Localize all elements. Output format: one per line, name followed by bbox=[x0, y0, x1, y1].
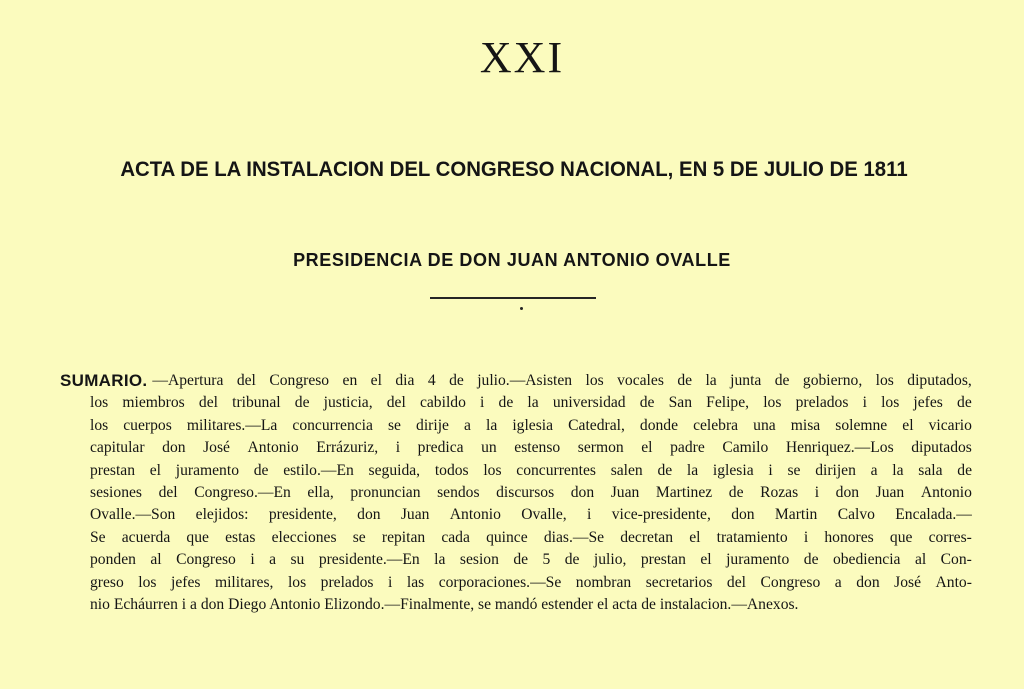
summary-word: del bbox=[158, 484, 178, 502]
summary-word: Juan bbox=[400, 506, 430, 524]
summary-word: Henriquez.—Los bbox=[785, 439, 894, 457]
summary-word: los bbox=[483, 461, 502, 479]
summary-word: José bbox=[894, 573, 921, 591]
summary-word: Ovalle.—Son bbox=[90, 506, 176, 524]
divider-dot bbox=[520, 307, 523, 310]
summary-word: las bbox=[406, 573, 425, 591]
summary-word: los bbox=[287, 573, 307, 591]
summary-word: —Apertura bbox=[152, 372, 224, 389]
summary-word: cuerpos bbox=[123, 416, 172, 434]
summary-word: padre bbox=[670, 439, 705, 457]
summary-word: la bbox=[892, 461, 904, 479]
summary-word: de bbox=[728, 484, 744, 502]
summary-word: dias.—Se bbox=[543, 528, 605, 546]
summary-word: los bbox=[585, 372, 604, 389]
summary-word: universidad bbox=[552, 394, 626, 412]
summary-word: militares.—La bbox=[186, 416, 278, 434]
summary-line bbox=[60, 482, 972, 504]
summary-line bbox=[60, 527, 972, 549]
summary-word: i bbox=[814, 484, 820, 502]
summary-word: la bbox=[686, 461, 699, 479]
summary-word: don bbox=[162, 439, 186, 457]
summary-word: se bbox=[387, 416, 401, 434]
summary-word: secretarios bbox=[645, 573, 713, 591]
summary-word: de bbox=[657, 461, 673, 479]
summary-word: quince bbox=[486, 528, 528, 546]
summary-word: estilo.—En bbox=[283, 461, 354, 479]
summary-word: i bbox=[768, 461, 773, 479]
summary-word: Camilo bbox=[722, 439, 769, 457]
summary-word: Errázuriz, bbox=[316, 439, 379, 457]
summary-word: prestan bbox=[640, 551, 686, 569]
summary-word: su bbox=[290, 551, 305, 569]
summary-word: se bbox=[787, 461, 801, 479]
summary-word: a bbox=[834, 573, 842, 591]
summary-word: de bbox=[253, 461, 269, 479]
summary-line bbox=[60, 392, 972, 414]
summary-line bbox=[60, 460, 972, 482]
summary-word: a bbox=[464, 416, 471, 434]
summary-word: vicario bbox=[928, 416, 972, 434]
summary-word: a bbox=[870, 461, 878, 479]
summary-word: al bbox=[150, 551, 162, 569]
summary-line bbox=[60, 504, 972, 526]
summary-word: justicia, bbox=[323, 394, 373, 412]
summary-word: presidente, bbox=[268, 506, 337, 524]
summary-word: iglesia bbox=[712, 461, 754, 479]
summary-word: dirije bbox=[416, 416, 449, 434]
summary-word: predica bbox=[417, 439, 464, 457]
summary-word: Congreso.—En bbox=[194, 484, 291, 502]
document-title: ACTA DE LA INSTALACION DEL CONGRESO NACIONAL, EN 5 DE JULIO DE 1811 bbox=[120, 158, 908, 181]
summary-word: José bbox=[203, 439, 230, 457]
summary-word: en bbox=[342, 372, 358, 389]
summary-word: de bbox=[294, 394, 310, 412]
summary-word: Juan bbox=[610, 484, 640, 502]
summary-word: de bbox=[449, 372, 464, 389]
summary-word: de bbox=[774, 372, 790, 389]
summary-word: elejidos: bbox=[195, 506, 249, 524]
summary-word: la bbox=[527, 394, 539, 412]
summary-word: i bbox=[250, 551, 255, 569]
summary-word: Rozas bbox=[760, 484, 799, 502]
summary-word: los bbox=[875, 372, 894, 389]
summary-word: presidente.—En bbox=[318, 551, 420, 569]
summary-word: julio.—Asisten bbox=[477, 372, 573, 389]
summary-word: jefes bbox=[913, 394, 943, 412]
summary-word: seguida, bbox=[368, 461, 421, 479]
summary-word: tribunal bbox=[232, 394, 281, 412]
summary-word: don bbox=[357, 506, 381, 524]
summary-word: don bbox=[856, 573, 880, 591]
summary-word: del bbox=[236, 372, 256, 389]
summary-word: que bbox=[889, 528, 913, 546]
summary-word: decretan bbox=[620, 528, 674, 546]
summary-word: junta bbox=[730, 372, 762, 389]
summary-word: don bbox=[570, 484, 595, 502]
summary-word: Felipe, bbox=[706, 394, 750, 412]
summary-word: de bbox=[498, 394, 514, 412]
summary-word: del bbox=[726, 573, 746, 591]
summary-word: que bbox=[186, 528, 209, 546]
summary-word: elecciones bbox=[271, 528, 337, 546]
summary-line bbox=[60, 572, 972, 594]
document-subtitle: PRESIDENCIA DE DON JUAN ANTONIO OVALLE bbox=[293, 250, 731, 270]
summary-word: capitular bbox=[90, 439, 145, 457]
summary-word: diputados, bbox=[907, 372, 972, 389]
summary-word: de bbox=[639, 394, 655, 412]
summary-word: de bbox=[803, 551, 819, 569]
summary-word: Encalada.— bbox=[895, 506, 972, 524]
summary-word: i bbox=[862, 394, 867, 412]
summary-word: ponden bbox=[90, 551, 136, 569]
summary-word: la bbox=[434, 551, 446, 569]
summary-word: estenso bbox=[514, 439, 561, 457]
summary-word: i bbox=[395, 439, 401, 457]
summary-word: se bbox=[352, 528, 366, 546]
summary-word: Ovalle, bbox=[521, 506, 567, 524]
summary-word: don bbox=[835, 484, 860, 502]
summary-word: una bbox=[753, 416, 776, 434]
summary-word: militares, bbox=[214, 573, 274, 591]
summary-word: el bbox=[902, 416, 914, 434]
summary-word: 4 bbox=[427, 372, 436, 389]
summary-word: i bbox=[480, 394, 485, 412]
summary-word: Antonio bbox=[920, 484, 972, 502]
summary-word: el bbox=[149, 461, 162, 479]
summary-word: de bbox=[957, 461, 972, 479]
summary-word: obediencia bbox=[832, 551, 901, 569]
summary-word: sendos bbox=[437, 484, 480, 502]
summary-word: prestan bbox=[90, 461, 136, 479]
summary-word: don bbox=[731, 506, 755, 524]
summary-word: ella, bbox=[307, 484, 334, 502]
summary-word: del bbox=[198, 394, 218, 412]
summary-word: Se bbox=[90, 528, 106, 546]
summary-line bbox=[60, 549, 972, 571]
summary-word: los bbox=[90, 394, 109, 412]
summary-word: 5 bbox=[542, 551, 551, 569]
summary-line bbox=[60, 415, 972, 437]
summary-line-text bbox=[152, 370, 972, 392]
summary-word: donde bbox=[639, 416, 679, 434]
summary-word: acuerda bbox=[121, 528, 171, 546]
summary-word: sala bbox=[918, 461, 943, 479]
summary-line-text: nio Echáurren i a don Diego Antonio Elizondo.—Finalmente, se mandó estender el acta de instalacion.—Anexos. bbox=[90, 596, 799, 614]
summary-word: el bbox=[689, 528, 701, 546]
summary-word: la bbox=[486, 416, 498, 434]
summary-word: Congreso bbox=[176, 551, 236, 569]
summary-word: jefes bbox=[171, 573, 201, 591]
summary-word: concurrencia bbox=[292, 416, 373, 434]
summary-word: Catedral, bbox=[568, 416, 625, 434]
summary-word: Congreso bbox=[760, 573, 821, 591]
summary-word: i bbox=[803, 528, 809, 546]
summary-word: al bbox=[914, 551, 927, 569]
summary-word: vocales bbox=[617, 372, 664, 389]
summary-word: i bbox=[587, 506, 592, 524]
summary-word: dia bbox=[395, 372, 415, 389]
summary-word: de bbox=[677, 372, 693, 389]
summary-word: Calvo bbox=[837, 506, 875, 524]
summary-word: los bbox=[763, 394, 782, 412]
summary-word: i bbox=[388, 573, 393, 591]
summary-word: todos bbox=[434, 461, 469, 479]
summary-paragraph bbox=[60, 370, 972, 616]
summary-word: estas bbox=[225, 528, 256, 546]
summary-word: diputados bbox=[911, 439, 972, 457]
summary-word: de bbox=[957, 394, 972, 412]
summary-word: salen bbox=[610, 461, 643, 479]
summary-word: Martin bbox=[774, 506, 818, 524]
summary-word: el bbox=[370, 372, 382, 389]
summary-word: corres- bbox=[928, 528, 972, 546]
summary-word: del bbox=[386, 394, 406, 412]
summary-lead: SUMARIO. bbox=[60, 371, 148, 390]
summary-word: pronuncian bbox=[350, 484, 421, 502]
summary-word: celebra bbox=[693, 416, 739, 434]
summary-word: cada bbox=[441, 528, 470, 546]
summary-word: de bbox=[513, 551, 529, 569]
summary-word: miembros bbox=[122, 394, 185, 412]
summary-word: Congreso bbox=[269, 372, 330, 389]
summary-word: prelados bbox=[320, 573, 374, 591]
summary-word: repitan bbox=[381, 528, 426, 546]
summary-word: el bbox=[700, 551, 712, 569]
summary-word: honores bbox=[824, 528, 874, 546]
summary-word: sermon bbox=[577, 439, 624, 457]
summary-word: Con- bbox=[940, 551, 972, 569]
summary-word: Juan bbox=[875, 484, 905, 502]
summary-word: un bbox=[481, 439, 497, 457]
summary-word: misa bbox=[790, 416, 821, 434]
summary-word: concurrentes bbox=[516, 461, 596, 479]
summary-word: sesiones bbox=[90, 484, 142, 502]
summary-word: Antonio bbox=[247, 439, 299, 457]
summary-word: cabildo bbox=[419, 394, 466, 412]
summary-word: Martinez bbox=[655, 484, 713, 502]
summary-word: discursos bbox=[496, 484, 555, 502]
summary-word: juramento bbox=[726, 551, 790, 569]
summary-word: julio, bbox=[593, 551, 627, 569]
summary-word: los bbox=[881, 394, 900, 412]
summary-word: Antonio bbox=[449, 506, 501, 524]
summary-word: iglesia bbox=[512, 416, 554, 434]
summary-line bbox=[60, 370, 972, 392]
summary-word: a bbox=[269, 551, 277, 569]
summary-word: de bbox=[564, 551, 580, 569]
summary-word: Anto- bbox=[935, 573, 972, 591]
summary-word: los bbox=[138, 573, 157, 591]
summary-word: vice-presidente, bbox=[611, 506, 711, 524]
summary-line bbox=[60, 437, 972, 459]
summary-word: corporaciones.—Se bbox=[438, 573, 562, 591]
summary-word: greso bbox=[90, 573, 124, 591]
summary-word: juramento bbox=[175, 461, 239, 479]
summary-word: prelados bbox=[795, 394, 849, 412]
summary-line bbox=[60, 594, 972, 616]
summary-word: nombran bbox=[575, 573, 632, 591]
section-divider bbox=[430, 297, 596, 299]
summary-word: sesion bbox=[459, 551, 499, 569]
chapter-number: XXI bbox=[479, 33, 565, 82]
summary-word: tratamiento bbox=[716, 528, 788, 546]
summary-word: gobierno, bbox=[802, 372, 863, 389]
summary-word: la bbox=[705, 372, 717, 389]
summary-word: los bbox=[90, 416, 109, 434]
summary-word: San bbox=[668, 394, 693, 412]
summary-word: solemne bbox=[835, 416, 888, 434]
summary-word: el bbox=[641, 439, 653, 457]
summary-word: dirijen bbox=[815, 461, 856, 479]
